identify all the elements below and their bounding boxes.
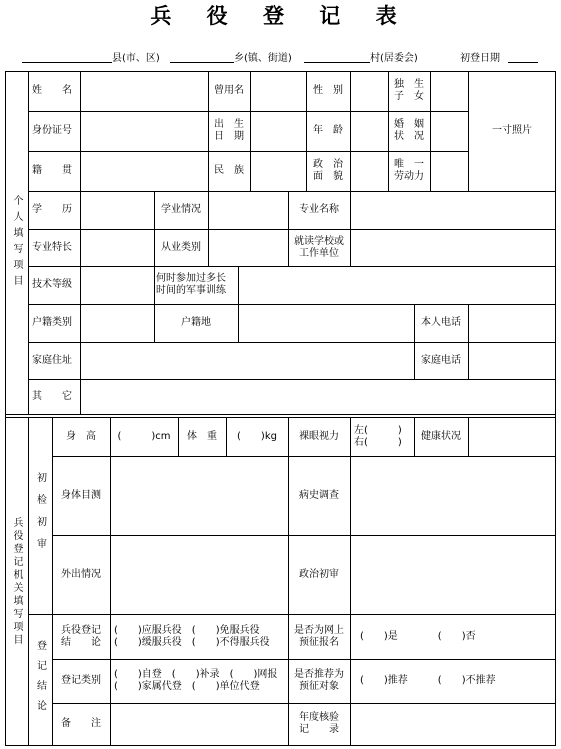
label-job-type: 从业类别 — [161, 241, 201, 253]
input-other[interactable] — [81, 380, 555, 414]
label-only-labor: 唯 一 劳动力 — [394, 159, 424, 182]
label-political: 政 治 面 貌 — [313, 159, 343, 182]
input-height[interactable]: ( )cm — [117, 430, 171, 442]
label-school-work: 就读学校或 工作单位 — [294, 235, 344, 259]
input-remark[interactable] — [111, 704, 287, 744]
photo-box[interactable]: 一寸照片 — [492, 125, 532, 136]
section-exam-label — [28, 417, 52, 614]
input-vision[interactable]: 左( ) 右( ) — [354, 424, 402, 448]
label-online: 是否为网上 预征报名 — [294, 624, 344, 648]
input-school-work[interactable] — [351, 230, 555, 265]
input-age[interactable] — [351, 112, 387, 150]
form-title: 兵 役 登 记 表 — [150, 3, 411, 28]
section-conclusion-text: 登记结论 — [34, 640, 46, 720]
label-used-name: 曾用名 — [214, 85, 244, 96]
label-id-number: 身份证号 — [32, 125, 72, 136]
label-marital: 婚 姻 状 况 — [394, 119, 424, 142]
section-conclusion-label — [28, 614, 52, 746]
county-label: 县(市、区) — [112, 53, 160, 64]
recommend-options[interactable]: ( )推荐 ( )不推荐 — [360, 675, 496, 686]
section-exam-text: 初检初审 — [34, 471, 46, 560]
label-address: 家庭住址 — [32, 354, 72, 366]
label-political-review: 政治初审 — [299, 568, 339, 580]
input-political-review[interactable] — [351, 536, 555, 613]
label-body-check: 身体目测 — [61, 489, 101, 501]
label-height: 身 高 — [66, 430, 96, 442]
label-native-place: 籍 贯 — [32, 165, 72, 176]
input-name[interactable] — [81, 72, 207, 110]
input-history[interactable] — [351, 457, 555, 534]
section-organ-text: 兵役登记机关填写项目 — [11, 516, 22, 647]
input-native-place[interactable] — [81, 152, 207, 190]
label-tech-level: 技术等级 — [32, 279, 72, 290]
label-other: 其 它 — [32, 391, 72, 402]
township-label: 乡(镇、街道) — [234, 53, 292, 64]
input-phone[interactable] — [469, 305, 555, 341]
input-education[interactable] — [81, 192, 153, 228]
input-used-name[interactable] — [251, 72, 305, 110]
input-id-number[interactable] — [81, 112, 207, 150]
input-weight[interactable]: ( )kg — [237, 430, 277, 442]
input-training[interactable] — [239, 267, 555, 303]
label-education: 学 历 — [32, 204, 72, 215]
input-tech-level[interactable] — [81, 267, 153, 303]
input-hukou-type[interactable] — [81, 305, 153, 341]
label-remark: 备 注 — [61, 718, 101, 729]
conclusion-options[interactable]: ( )应服兵役 ( )免服兵役 ( )缓服兵役 ( )不得服兵役 — [114, 624, 270, 648]
label-annual: 年度核验 记 录 — [299, 712, 339, 735]
label-gender: 性 别 — [313, 85, 343, 96]
label-name: 姓 名 — [32, 85, 72, 96]
input-address[interactable] — [81, 343, 413, 378]
reg-type-options[interactable]: ( )自登 ( )补录 ( )网报 ( )家属代登 ( )单位代登 — [114, 669, 278, 692]
input-appearance[interactable] — [111, 536, 287, 613]
input-body-check[interactable] — [111, 457, 287, 534]
label-conclusion: 兵役登记 结 论 — [61, 624, 101, 648]
label-hukou-place: 户籍地 — [181, 317, 211, 328]
input-only-labor[interactable] — [431, 152, 467, 190]
input-gender[interactable] — [351, 72, 387, 110]
input-home-phone[interactable] — [469, 343, 555, 378]
label-vision: 裸眼视力 — [299, 430, 339, 442]
label-reg-type: 登记类别 — [61, 675, 101, 686]
label-birth-date: 出 生 日 期 — [214, 119, 244, 142]
label-appearance: 外出情况 — [61, 568, 101, 580]
input-birth-date[interactable] — [251, 112, 305, 150]
label-history: 病史调查 — [299, 489, 339, 501]
input-hukou-place[interactable] — [239, 305, 413, 341]
label-only-child: 独 生 子 女 — [394, 79, 424, 102]
input-only-child[interactable] — [431, 72, 467, 110]
input-health[interactable] — [469, 418, 555, 455]
input-annual[interactable] — [351, 704, 555, 744]
input-ethnicity[interactable] — [251, 152, 305, 190]
input-specialty[interactable] — [81, 230, 153, 265]
section-organ-label — [5, 417, 28, 746]
date-label: 初登日期 — [460, 53, 500, 64]
label-weight: 体 重 — [187, 430, 217, 442]
input-study-status[interactable] — [209, 192, 287, 228]
label-major: 专业名称 — [299, 204, 339, 215]
label-hukou-type: 户籍类别 — [32, 317, 72, 328]
input-job-type[interactable] — [209, 230, 287, 265]
label-training: 何时参加过多长 时间的军事训练 — [156, 273, 226, 296]
label-specialty: 专业特长 — [32, 241, 72, 253]
input-political[interactable] — [351, 152, 387, 190]
label-home-phone: 家庭电话 — [421, 354, 461, 366]
section-personal-label — [5, 71, 28, 415]
label-recommend: 是否推荐为 预征对象 — [294, 669, 344, 692]
label-study-status: 学业情况 — [161, 204, 201, 215]
label-health: 健康状况 — [421, 430, 461, 442]
online-options[interactable]: ( )是 ( )否 — [360, 630, 476, 642]
input-marital[interactable] — [431, 112, 467, 150]
label-phone: 本人电话 — [421, 317, 461, 328]
label-age: 年 龄 — [313, 125, 343, 136]
village-label: 村(居委会) — [370, 53, 418, 64]
section-personal-text: 个人填写项目 — [11, 195, 22, 291]
label-ethnicity: 民 族 — [214, 165, 244, 176]
input-major[interactable] — [351, 192, 555, 228]
